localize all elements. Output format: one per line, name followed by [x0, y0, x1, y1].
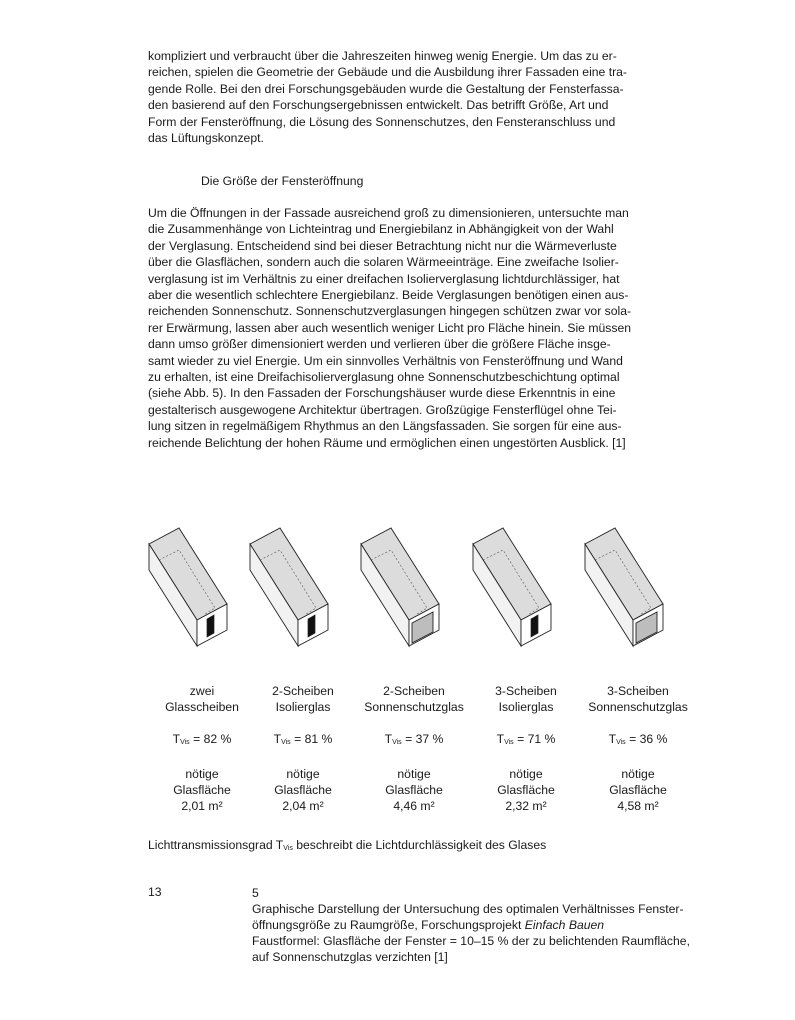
required-label: Glasfläche: [609, 783, 667, 797]
text-line: der Verglasung. Entscheidend sind bei dieser Betrachtung nicht nur die Wärmeverluste: [148, 238, 617, 253]
window-opening: [207, 615, 214, 637]
figure-caption: [252, 885, 712, 965]
room-box: [149, 528, 227, 646]
glass-area: 4,46 m²: [393, 799, 435, 813]
glazing-type: zwei: [189, 684, 215, 698]
text-line: gestalterisch ausgewogene Architektur übertragen. Großzügige Fensterflügel ohne Tei-: [148, 402, 617, 417]
text-line: über die Glasflächen, sondern auch die solaren Wärmeeinträge. Eine zweifache Isolier-: [148, 255, 619, 270]
required-label: nötige: [185, 767, 219, 781]
text-line: reichen, spielen die Geometrie der Gebäude und die Ausbildung ihrer Fassaden eine tra-: [148, 65, 627, 80]
t-value: = 81 %: [290, 732, 333, 746]
required-label: Glasfläche: [274, 783, 332, 797]
glazing-type-detail: Isolierglas: [275, 700, 331, 714]
room-box: [473, 528, 551, 646]
glazing-type: 3-Scheiben: [495, 684, 557, 698]
glazing-type-detail: Isolierglas: [498, 700, 554, 714]
figure-column: [578, 683, 698, 814]
caption-line: [252, 917, 712, 933]
transmission-value: [354, 731, 474, 750]
glazing-type: 2-Scheiben: [383, 684, 445, 698]
t-value: = 37 %: [401, 732, 444, 746]
required-label: nötige: [621, 767, 655, 781]
caption-project-name: Einfach Bauen: [524, 918, 605, 932]
t-subscript: Vis: [392, 739, 402, 746]
t-value: = 71 %: [513, 732, 556, 746]
page-number: 13: [148, 885, 162, 899]
legend-text: [148, 838, 546, 852]
t-symbol: T: [384, 732, 393, 746]
transmission-value: [578, 731, 698, 750]
t-symbol: T: [172, 732, 181, 746]
t-value: = 82 %: [189, 732, 232, 746]
glazing-type-detail: Sonnenschutzglas: [588, 700, 688, 714]
glazing-type: 3-Scheiben: [607, 684, 669, 698]
figure-column: [243, 683, 363, 814]
t-symbol: T: [273, 732, 282, 746]
text-line: aber die wesentlich schlechtere Energiebilanz. Beide Verglasungen benötigen einen aus-: [148, 288, 629, 303]
text-line: (siehe Abb. 5). In den Fassaden der Forschungshäuser wurde diese Erkenntnis in eine: [148, 386, 616, 401]
t-subscript: Vis: [281, 739, 291, 746]
glass-area: 4,58 m²: [617, 799, 659, 813]
caption-line-pre: öffnungsgröße zu Raumgröße, Forschungsprojekt: [252, 918, 525, 932]
text-line: lung sitzen in regelmäßigem Rhythmus an den Längsfassaden. Sie sorgen für eine aus-: [148, 419, 622, 434]
transmission-value: [466, 731, 586, 750]
text-line: gende Rolle. Bei den drei Forschungsgebäuden wurde die Gestaltung der Fensterfassa-: [148, 81, 624, 96]
legend-pre: Lichttransmissionsgrad T: [148, 838, 284, 852]
intro-paragraph: [148, 48, 658, 146]
glazing-figure: [130, 520, 730, 640]
t-subscript: Vis: [504, 739, 514, 746]
required-label: nötige: [397, 767, 431, 781]
text-line: samt wieder zu viel Energie. Um ein sinnvolles Verhältnis von Fensteröffnung und Wand: [148, 353, 623, 368]
text-line: rer Erwärmung, lassen aber auch wesentlich weniger Licht pro Fläche hinein. Sie müssen: [148, 320, 632, 335]
body-paragraph: [148, 205, 658, 451]
legend-sub: Vis: [283, 845, 293, 852]
t-value: = 36 %: [625, 732, 668, 746]
text-line: die Zusammenhänge von Lichteintrag und Energiebilanz in Abhängigkeit von der Wahl: [148, 222, 614, 237]
text-line: kompliziert und verbraucht über die Jahreszeiten hinweg wenig Energie. Um das zu er-: [148, 49, 617, 63]
glass-area: 2,32 m²: [505, 799, 547, 813]
caption-line: auf Sonnenschutzglas verzichten [1]: [252, 950, 448, 964]
caption-number: 5: [252, 886, 259, 900]
room-box: [250, 528, 328, 646]
t-symbol: T: [496, 732, 505, 746]
window-opening: [308, 615, 315, 637]
glazing-type: 2-Scheiben: [272, 684, 334, 698]
text-line: den basierend auf den Forschungsergebnissen entwickelt. Das betrifft Größe, Art und: [148, 98, 609, 113]
room-box: [585, 528, 663, 646]
text-line: reichenden Sonnenschutz. Sonnenschutzverglasungen hingegen schützen zwar vor sola-: [148, 304, 632, 319]
text-line: Form der Fensteröffnung, die Lösung des Sonnenschutzes, den Fensteranschluss und: [148, 114, 616, 129]
required-label: nötige: [509, 767, 543, 781]
required-label: Glasfläche: [497, 783, 555, 797]
legend-post: beschreibt die Lichtdurchlässigkeit des Glases: [292, 838, 547, 852]
glazing-type-detail: Glasscheiben: [165, 700, 239, 714]
room-box: [361, 528, 439, 646]
text-line: dann umso größer dimensioniert werden und verlieren über die größere Fläche insge-: [148, 337, 611, 352]
figure-boxes: [130, 520, 730, 650]
t-subscript: Vis: [180, 739, 190, 746]
section-heading: Die Größe der Fensteröffnung: [201, 174, 364, 188]
text-line: zu erhalten, ist eine Dreifachisolierverglasung ohne Sonnenschutzbeschichtung optimal: [148, 370, 620, 385]
text-line: reichende Belichtung der hohen Räume und ermöglichen einen ungestörten Ausblick. [1]: [148, 435, 626, 450]
glass-area: 2,01 m²: [181, 799, 223, 813]
transmission-value: [243, 731, 363, 750]
text-line: das Lüftungskonzept.: [148, 131, 264, 146]
window-opening: [531, 615, 538, 637]
caption-line: Faustformel: Glasfläche der Fenster = 10–15 % der zu belichtenden Raumfläche,: [252, 934, 690, 948]
t-symbol: T: [608, 732, 617, 746]
glass-area: 2,04 m²: [282, 799, 324, 813]
t-subscript: Vis: [616, 739, 626, 746]
text-line: verglasung ist im Verhältnis zu einer dreifachen Isolierverglasung lichtdurchlässiger, hat: [148, 271, 620, 286]
required-label: Glasfläche: [173, 783, 231, 797]
required-label: Glasfläche: [385, 783, 443, 797]
text-line: Um die Öffnungen in der Fassade ausreichend groß zu dimensionieren, untersuchte man: [148, 206, 629, 220]
glazing-type-detail: Sonnenschutzglas: [364, 700, 464, 714]
figure-column: [354, 683, 474, 814]
required-label: nötige: [286, 767, 320, 781]
caption-line: Graphische Darstellung der Untersuchung des optimalen Verhältnisses Fenster-: [252, 902, 684, 916]
figure-column: [466, 683, 586, 814]
